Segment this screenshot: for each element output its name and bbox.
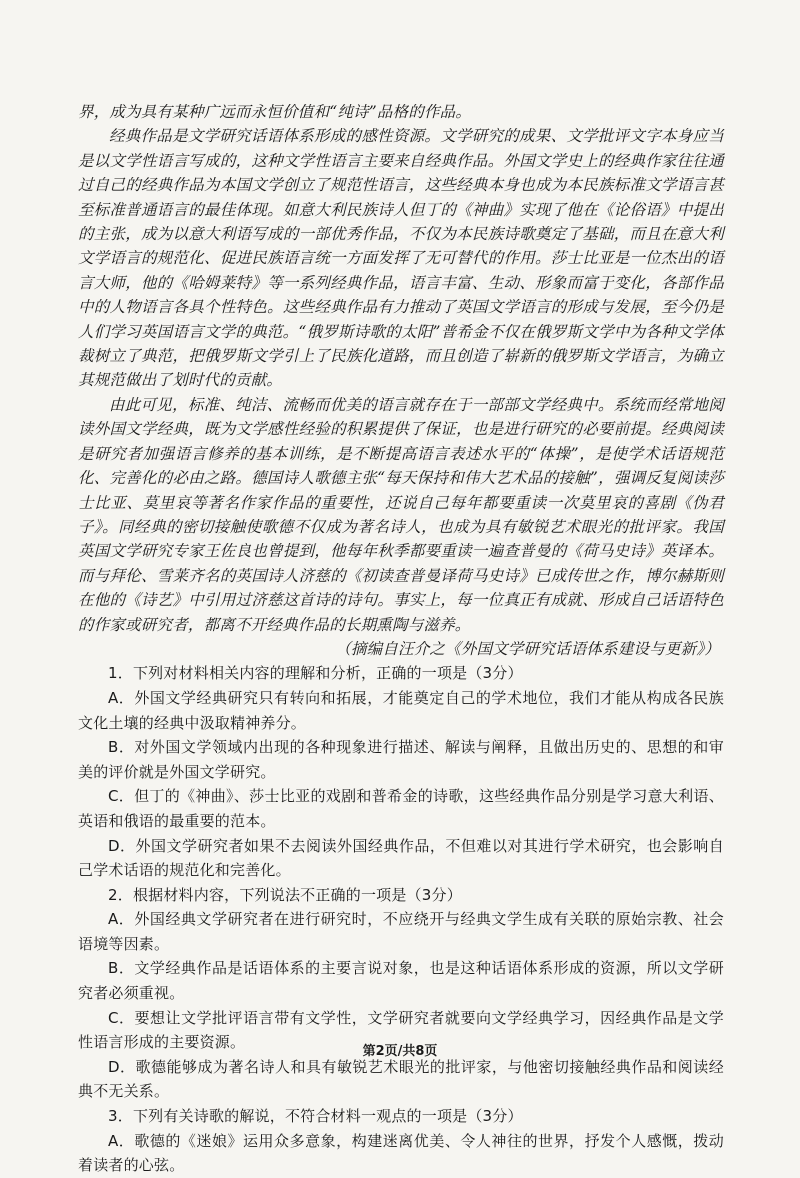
passage-source: （摘编自汪介之《外国文学研究话语体系建设与更新》） (335, 639, 720, 658)
answer-option: A．外国经典文学研究者在进行研究时，不应绕开与经典文学生成有关联的原始宗教、社会语境等因素。 (78, 910, 724, 953)
answer-option: D．歌德能够成为著名诗人和具有敏锐艺术眼光的批评家，与他密切接触经典作品和阅读经典不无关系。 (78, 1057, 724, 1101)
answer-option: C．但丁的《神曲》、莎士比亚的戏剧和普希金的诗歌，这些经典作品分别是学习意大利语、英语和俄语的最重要的范本。 (78, 787, 724, 830)
answer-option: C．要想让文学批评语言带有文学性，文学研究者就要向文学经典学习，因经典作品是文学性语言形成的主要资源。 (78, 1008, 724, 1052)
answer-option: D．外国文学研究者如果不去阅读外国经典作品，不但难以对其进行学术研究，也会影响自己学术话语的规范化和完善化。 (78, 836, 724, 880)
question-stem: 3．下列有关诗歌的解说，不符合材料一观点的一项是（3分） (108, 1107, 523, 1126)
reading-passage (78, 100, 724, 661)
answer-option: B．对外国文学领域内出现的各种现象进行描述、解读与阐释，且做出历史的、思想的和审美的评价就是外国文学研究。 (78, 738, 724, 781)
answer-option: A．外国文学经典研究只有转向和拓展，才能奠定自己的学术地位，我们才能从构成各民族文化土壤的经典中汲取精神养分。 (78, 688, 724, 732)
passage-paragraph: 由此可见，标准、纯洁、流畅而优美的语言就存在于一部部文学经典中。系统而经常地阅读外国文学经典，既为文学感性经验的积累提供了保证，也是进行研究的必要前提。经典阅读是研究者加强语言修养的基本训练，是不断提高语言表述水平的“体操”，是使学术话语规范化、完善化的必由之路。德国诗人歌德主张“每天保持和伟大艺术品的接触”，强调反复阅读莎士比亚、莫里哀等著名作家作品的重要性，还说自己每年都要重读一次莫里哀的喜剧《伪君子》。同经典的密切接触使歌德不仅成为著名诗人，也成为具有敏锐艺术眼光的批评家。我国英国文学研究专家王佐良也曾提到，他每年秋季都要重读一遍查普曼的《荷马史诗》英译本。而与拜伦、雪莱齐名的英国诗人济慈的《初读查普曼译荷马史诗》已成传世之作，博尔赫斯则在他的《诗艺》中引用过济慈这首诗的诗句。事实上，每一位真正有成就、形成自己话语特色的作家或研究者，都离不开经典作品的长期熏陶与滋养。 (78, 395, 724, 634)
answer-option: B．文学经典作品是话语体系的主要言说对象，也是这种话语体系形成的资源，所以文学研究者必须重视。 (78, 959, 724, 1003)
passage-paragraph: 界，成为具有某种广远而永恒价值和“纯诗”品格的作品。 (78, 103, 472, 121)
question-stem: 1．下列对材料相关内容的理解和分析，正确的一项是（3分） (108, 664, 523, 683)
passage-paragraph: 经典作品是文学研究话语体系形成的感性资源。文学研究的成果、文学批评文字本身应当是以文学性语言写成的，这种文学性语言主要来自经典作品。外国文学史上的经典作家往往通过自己的经典作品为本国文学创立了规范性语言，这些经典本身也成为本民族标准文学语言甚至标准普通语言的最佳体现。如意大利民族诗人但丁的《神曲》实现了他在《论俗语》中提出的主张，成为以意大利语写成的一部优秀作品，不仅为本民族诗歌奠定了基础，而且在意大利文学语言的规范化、促进民族语言统一方面发挥了无可替代的作用。莎士比亚是一位杰出的语言大师，他的《哈姆莱特》等一系列经典作品，语言丰富、生动、形象而富于变化，各部作品中的人物语言各具个性特色。这些经典作品有力推动了英国文学语言的形成与发展，至今仍是人们学习英国语言文学的典范。“俄罗斯诗歌的太阳”普希金不仅在俄罗斯文学中为各种文学体裁树立了典范，把俄罗斯文学引上了民族化道路，而且创造了崭新的俄罗斯文学语言，为确立其规范做出了划时代的贡献。 (78, 127, 724, 390)
question-stem: 2．根据材料内容，下列说法不正确的一项是（3分） (108, 885, 462, 904)
questions-section (78, 661, 724, 1177)
page-number: 第2页/共8页 (362, 1044, 438, 1059)
answer-option: A．歌德的《迷娘》运用众多意象，构建迷离优美、令人神往的世界，抒发个人感慨，拨动着读者的心弦。 (78, 1131, 724, 1175)
